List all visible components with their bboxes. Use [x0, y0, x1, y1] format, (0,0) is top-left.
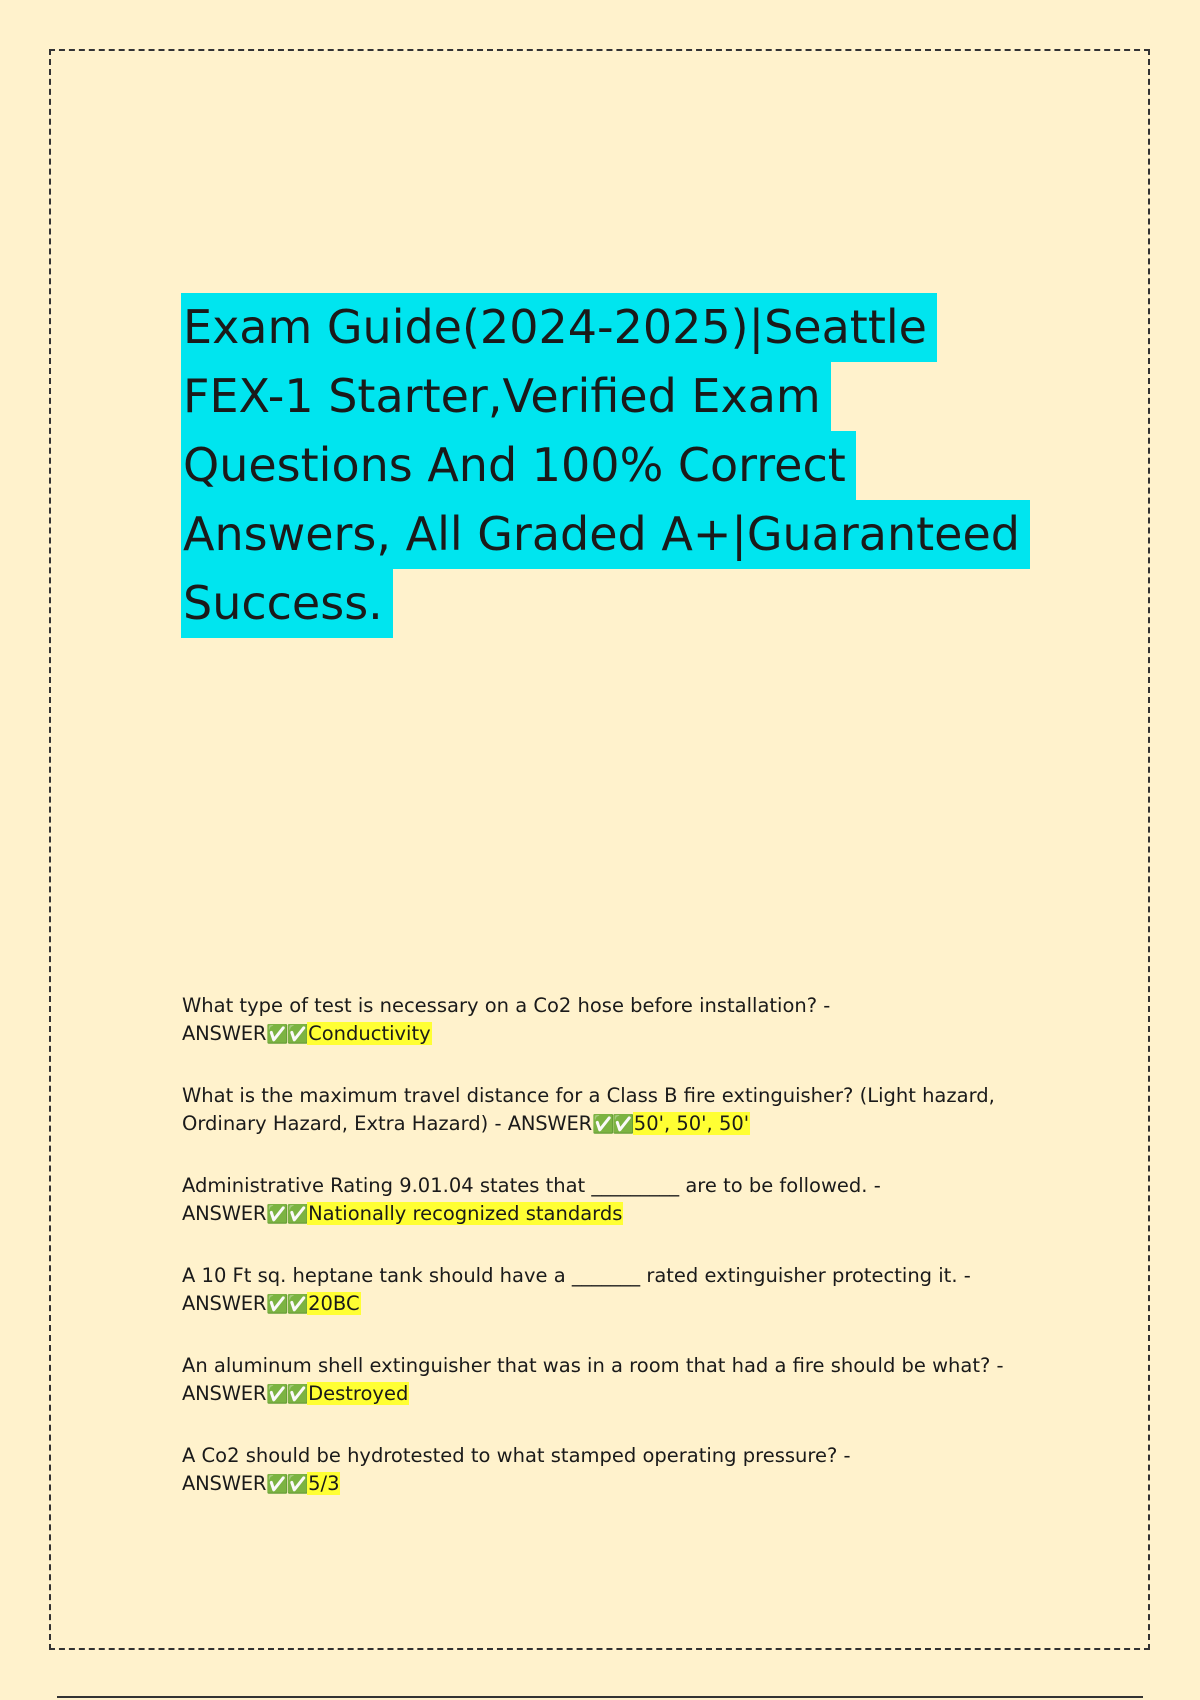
answer-label: ANSWER	[182, 1382, 267, 1405]
answer-text: 5/3	[308, 1472, 340, 1495]
footer-rule	[57, 1696, 1143, 1698]
answer-text: Nationally recognized standards	[308, 1202, 623, 1225]
question-text: What is the maximum travel distance for a Class B fire extinguisher? (Light hazard,	[182, 1084, 995, 1107]
title-line: Answers, All Graded A+|Guaranteed	[181, 500, 1030, 569]
answer-text: Destroyed	[308, 1382, 409, 1405]
answer-line	[182, 1110, 1042, 1139]
question-text: What type of test is necessary on a Co2 hose before installation? -	[182, 994, 831, 1017]
question-item	[182, 1352, 1042, 1409]
question-text: A Co2 should be hydrotested to what stamped operating pressure? -	[182, 1444, 851, 1467]
double-check-icon: ✅✅	[266, 1384, 308, 1405]
title-line: FEX-1 Starter,Verified Exam	[181, 362, 831, 431]
answer-label: ANSWER	[182, 1472, 267, 1495]
double-check-icon: ✅✅	[266, 1024, 308, 1045]
question-item	[182, 1262, 1042, 1319]
double-check-icon: ✅✅	[266, 1204, 308, 1225]
answer-line	[182, 1290, 1042, 1319]
question-item	[182, 1442, 1042, 1499]
double-check-icon: ✅✅	[266, 1294, 308, 1315]
title-line: Questions And 100% Correct	[181, 431, 856, 500]
question-text: Administrative Rating 9.01.04 states that _________ are to be followed. -	[182, 1174, 881, 1197]
double-check-icon: ✅✅	[266, 1474, 308, 1495]
question-item	[182, 1082, 1042, 1139]
answer-line	[182, 1470, 1042, 1499]
answer-text: 20BC	[308, 1292, 360, 1315]
answer-text: Conductivity	[308, 1022, 431, 1045]
answer-text: 50', 50', 50'	[633, 1112, 750, 1135]
title-line: Success.	[181, 569, 393, 638]
answer-label: ANSWER	[182, 1292, 267, 1315]
answer-line	[182, 1020, 1042, 1049]
question-text: An aluminum shell extinguisher that was in a room that had a fire should be what? -	[182, 1354, 1004, 1377]
document-title	[181, 293, 1041, 638]
question-item	[182, 1172, 1042, 1229]
double-check-icon: ✅✅	[591, 1114, 633, 1135]
answer-label: ANSWER	[182, 1022, 267, 1045]
answer-label: ANSWER	[507, 1112, 592, 1135]
question-list	[182, 992, 1042, 1532]
answer-line	[182, 1200, 1042, 1229]
title-line: Exam Guide(2024-2025)|Seattle	[181, 293, 937, 362]
question-text: A 10 Ft sq. heptane tank should have a _______ rated extinguisher protecting it. -	[182, 1264, 971, 1287]
question-item	[182, 992, 1042, 1049]
answer-label: ANSWER	[182, 1202, 267, 1225]
question-text-continued: Ordinary Hazard, Extra Hazard) -	[182, 1112, 508, 1135]
answer-line	[182, 1380, 1042, 1409]
